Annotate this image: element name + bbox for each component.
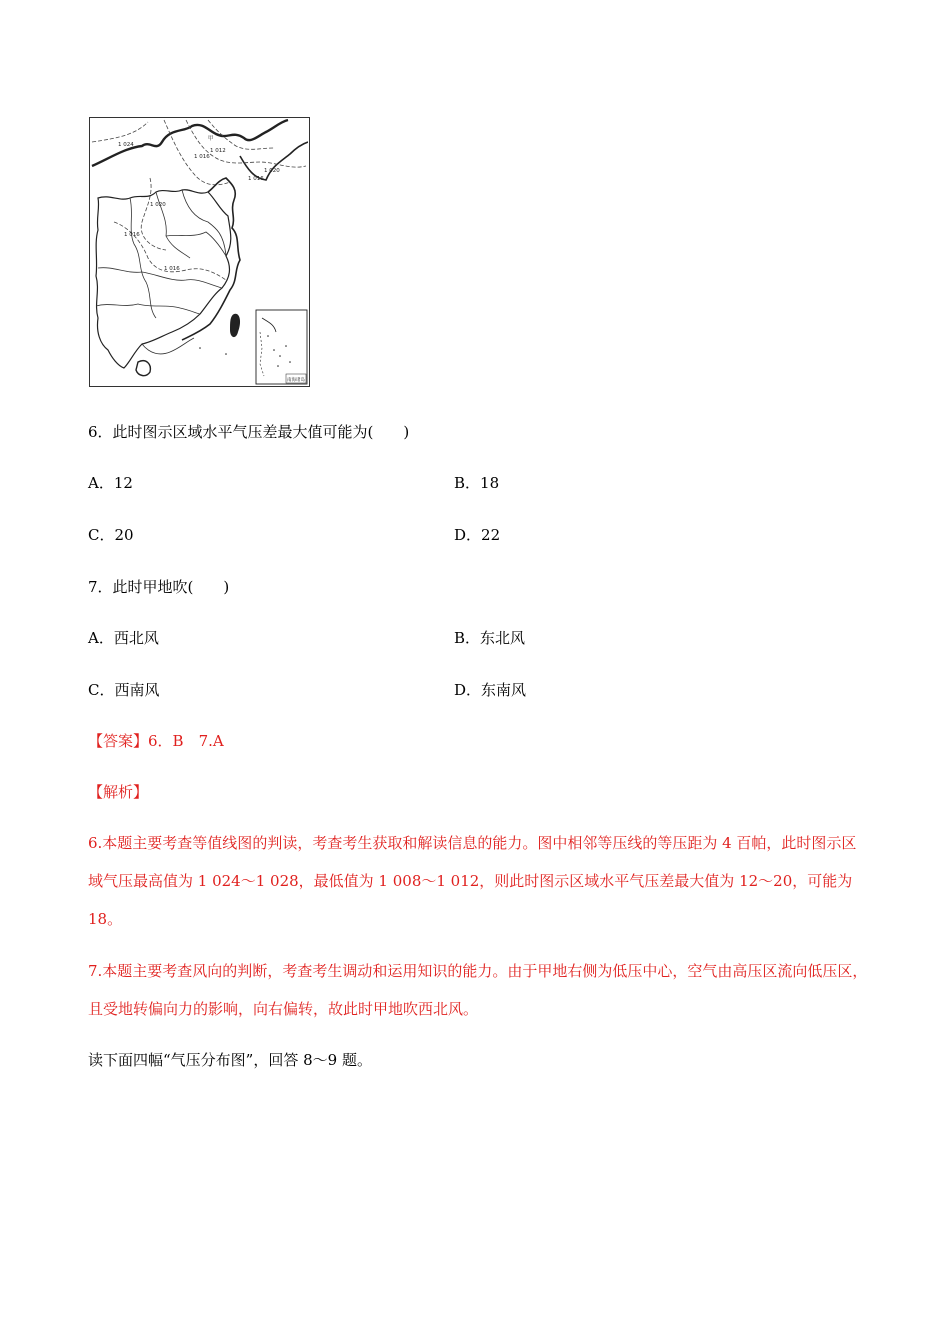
q6-option-c: C．20: [88, 526, 134, 544]
inset-frame: [256, 310, 307, 384]
isobar-label: 1 024: [118, 142, 134, 148]
isobar-label: 1 020: [150, 202, 166, 208]
q7-option-d: D．东南风: [454, 681, 527, 699]
isobar-label: 1 016: [248, 176, 264, 182]
northeast-coast: [240, 142, 308, 180]
map-drawing: [90, 118, 308, 385]
inset-label: 南海诸岛: [287, 378, 305, 383]
analysis-title: 【解析】: [88, 783, 149, 801]
isobar-label: 1 012: [210, 148, 226, 154]
answer-line: 【答案】6．B 7.A: [88, 732, 224, 750]
analysis-q6: 6.本题主要考查等值线图的判读，考查考生获取和解读信息的能力。图中相邻等压线的等压距为 4 百帕，此时图示区域气压最高值为 1 024～1 028，最低值为 1 008～1 012，则此时图示区域水平气压差最大值为 12～20，可能为 18。: [88, 834, 857, 928]
next-intro: 读下面四幅“气压分布图”，回答 8～9 题。: [88, 1051, 372, 1069]
isobar-map: [89, 117, 310, 387]
q6-option-a: A．12: [88, 474, 133, 492]
isobar-label: 1 020: [264, 168, 280, 174]
hainan-island: [136, 361, 150, 376]
coastline: [182, 178, 240, 340]
analysis-q7: 7.本题主要考查风向的判断，考查考生调动和运用知识的能力。由于甲地右侧为低压中心，空气由高压区流向低压区，且受地转偏向力的影响，向右偏转，故此时甲地吹西北风。: [88, 962, 868, 1018]
marker-jia: 甲: [208, 136, 214, 142]
isobar-line: [92, 122, 148, 142]
isobar-label: 1 016: [124, 232, 140, 238]
q6-stem: 6．此时图示区域水平气压差最大值可能为( ): [88, 423, 410, 441]
isobar-line: [141, 178, 166, 250]
q7-option-b: B．东北风: [454, 629, 526, 647]
province-boundaries: [96, 190, 231, 368]
q6-option-d: D．22: [454, 526, 501, 544]
q7-stem: 7．此时甲地吹( ): [88, 578, 230, 596]
q6-option-b: B．18: [454, 474, 500, 492]
taiwan-island: [230, 314, 240, 337]
q7-option-c: C．西南风: [88, 681, 160, 699]
isobar-label: 1 016: [194, 154, 210, 160]
q7-option-a: A．西北风: [88, 629, 159, 647]
isobar-label: 1 016: [164, 266, 180, 272]
